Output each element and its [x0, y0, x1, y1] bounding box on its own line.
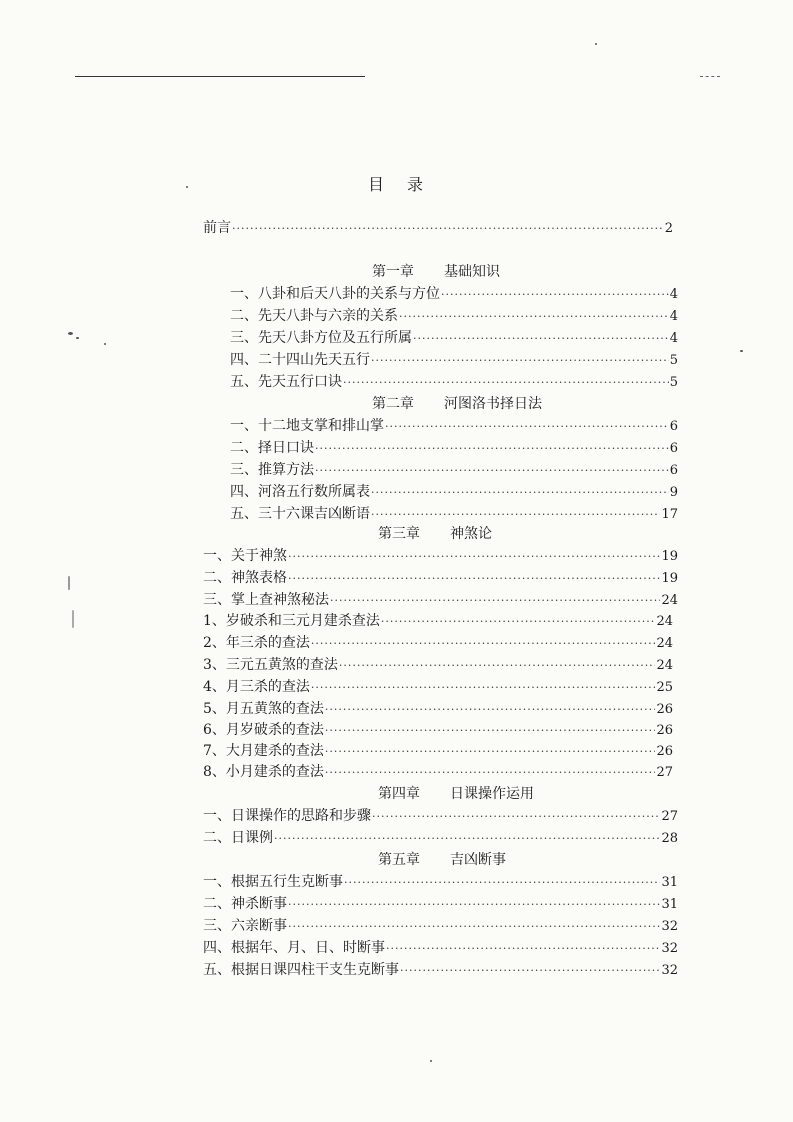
toc-entry[interactable]	[203, 611, 673, 631]
toc-entry-page: 26	[656, 744, 673, 759]
toc-entry-label: 四、河洛五行数所属表	[230, 484, 370, 500]
chapter-heading-5	[378, 850, 506, 870]
leader-dots	[400, 961, 660, 981]
leader-dots	[274, 829, 660, 849]
toc-entry[interactable]	[203, 546, 678, 566]
toc-entry-label: 5、月五黄煞的查法	[203, 701, 324, 717]
toc-entry-label: 一、关于神煞	[203, 548, 287, 564]
toc-entry-label: 一、十二地支掌和排山掌	[230, 418, 384, 434]
toc-entry-page: 9	[669, 485, 678, 500]
toc-entry[interactable]	[203, 568, 678, 588]
toc-entry-page: 19	[661, 571, 678, 586]
toc-entry[interactable]	[203, 741, 673, 761]
toc-entry[interactable]	[203, 916, 678, 936]
chapter-name: 日课操作运用	[450, 786, 534, 802]
leader-dots	[325, 763, 656, 783]
leader-dots	[343, 373, 669, 393]
chapter-number: 第三章	[378, 526, 420, 542]
chapter-heading-4	[378, 784, 534, 804]
leader-dots	[385, 417, 669, 437]
toc-entry-label: 6、月岁破杀的查法	[203, 722, 324, 738]
toc-entry-label: 三、推算方法	[230, 462, 314, 478]
scan-speck	[72, 610, 74, 628]
toc-entry-page: 26	[656, 723, 673, 738]
toc-entry[interactable]	[203, 677, 673, 697]
toc-entry-page: 27	[656, 765, 673, 780]
leader-dots	[325, 742, 656, 762]
chapter-name: 河图洛书择日法	[444, 396, 542, 412]
toc-entry-label: 五、根据日课四柱干支生克断事	[203, 962, 399, 978]
toc-entry[interactable]	[230, 306, 678, 326]
toc-entry-label: 2、年三杀的查法	[203, 635, 310, 651]
leader-dots	[288, 547, 660, 567]
leader-dots	[330, 591, 660, 611]
toc-entry[interactable]	[230, 350, 678, 370]
toc-entry-page: 31	[661, 897, 678, 912]
leader-dots	[441, 285, 669, 305]
toc-entry-page: 6	[669, 419, 678, 434]
toc-entry-page: 26	[656, 702, 673, 717]
toc-entry-page: 2	[664, 221, 673, 236]
toc-entry-page: 24	[656, 614, 673, 629]
leader-dots	[325, 721, 656, 741]
leader-dots	[311, 678, 656, 698]
toc-entry[interactable]	[203, 655, 673, 675]
toc-entry-page: 24	[661, 593, 678, 608]
toc-entry-page: 5	[669, 353, 678, 368]
chapter-name: 基础知识	[444, 264, 500, 280]
toc-entry-page: 24	[656, 636, 673, 651]
leader-dots	[311, 634, 656, 654]
leader-dots	[399, 307, 669, 327]
toc-entry[interactable]	[203, 590, 678, 610]
toc-entry-label: 一、根据五行生克断事	[203, 874, 343, 890]
toc-entry[interactable]	[203, 828, 678, 848]
page-title: 目 录	[367, 175, 426, 194]
toc-entry-label: 二、先天八卦与六亲的关系	[230, 308, 398, 324]
toc-entry-page: 32	[661, 963, 678, 978]
toc-entry-label: 一、日课操作的思路和步骤	[203, 808, 371, 824]
toc-entry-label: 三、六亲断事	[203, 918, 287, 934]
toc-entry-page: 6	[669, 441, 678, 456]
toc-entry-label: 8、小月建杀的查法	[203, 764, 324, 780]
toc-entry-label: 4、月三杀的查法	[203, 679, 310, 695]
leader-dots	[339, 656, 656, 676]
leader-dots	[288, 895, 660, 915]
toc-entry-page: 31	[661, 875, 678, 890]
toc-entry-page: 4	[669, 331, 678, 346]
toc-entry-page: 5	[669, 375, 678, 390]
toc-entry-page: 27	[661, 809, 678, 824]
toc-entry-page: 4	[669, 287, 678, 302]
leader-dots	[372, 807, 660, 827]
chapter-number: 第一章	[372, 264, 414, 280]
leader-dots	[381, 612, 656, 632]
toc-entry[interactable]	[230, 460, 678, 480]
toc-entry-page: 17	[661, 507, 678, 522]
chapter-name: 神煞论	[450, 526, 492, 542]
toc-entry[interactable]	[203, 938, 678, 958]
leader-dots	[344, 873, 660, 893]
leader-dots	[315, 461, 669, 481]
toc-entry-label: 二、日课例	[203, 830, 273, 846]
chapter-heading-1	[372, 262, 500, 282]
toc-entry[interactable]	[203, 894, 678, 914]
leader-dots	[386, 939, 660, 959]
toc-entry-label: 三、掌上查神煞秘法	[203, 592, 329, 608]
toc-entry-label: 1、岁破杀和三元月建杀查法	[203, 613, 380, 629]
toc-entry[interactable]	[203, 960, 678, 980]
scan-speck	[104, 343, 106, 345]
chapter-number: 第二章	[372, 396, 414, 412]
toc-entry[interactable]	[230, 482, 678, 502]
toc-entry-label: 二、神煞表格	[203, 570, 287, 586]
leader-dots	[371, 351, 669, 371]
toc-entry-label: 四、二十四山先天五行	[230, 352, 370, 368]
header-rule	[75, 76, 365, 77]
toc-entry[interactable]	[203, 633, 673, 653]
toc-entry-label: 五、先天五行口诀	[230, 374, 342, 390]
scan-speck	[186, 186, 188, 188]
toc-entry-label: 7、大月建杀的查法	[203, 743, 324, 759]
scan-speck	[68, 332, 73, 335]
toc-entry-label: 一、八卦和后天八卦的关系与方位	[230, 286, 440, 302]
toc-entry-label: 五、三十六课吉凶断语	[230, 506, 370, 522]
toc-entry[interactable]	[230, 284, 678, 304]
chapter-number: 第五章	[378, 852, 420, 868]
chapter-heading-3	[378, 524, 492, 544]
toc-entry-page: 24	[656, 658, 673, 673]
leader-dots	[232, 219, 664, 239]
leader-dots	[371, 505, 660, 525]
toc-entry-label: 前言	[203, 220, 231, 236]
leader-dots	[288, 917, 660, 937]
toc-entry-page: 28	[661, 831, 678, 846]
toc-entry-page: 25	[656, 680, 673, 695]
leader-dots	[325, 700, 656, 720]
toc-entry-page: 32	[661, 941, 678, 956]
toc-entry[interactable]	[203, 762, 673, 782]
toc-entry[interactable]	[230, 372, 678, 392]
header-rule-dash	[700, 76, 720, 77]
scan-speck	[595, 43, 597, 45]
toc-entry-page: 4	[669, 309, 678, 324]
chapter-heading-2	[372, 394, 542, 414]
scan-speck	[76, 337, 79, 339]
chapter-number: 第四章	[378, 786, 420, 802]
toc-entry-preface[interactable]	[203, 218, 673, 238]
toc-entry[interactable]	[203, 699, 673, 719]
toc-entry[interactable]	[203, 806, 678, 826]
scan-speck	[430, 1060, 432, 1062]
toc-entry-label: 三、先天八卦方位及五行所属	[230, 330, 412, 346]
leader-dots	[315, 439, 669, 459]
scan-speck	[68, 576, 70, 590]
toc-entry[interactable]	[203, 872, 678, 892]
toc-entry[interactable]	[230, 328, 678, 348]
toc-entry-label: 四、根据年、月、日、时断事	[203, 940, 385, 956]
toc-entry[interactable]	[203, 720, 673, 740]
toc-entry-label: 二、择日口诀	[230, 440, 314, 456]
toc-entry[interactable]	[230, 416, 678, 436]
leader-dots	[288, 569, 660, 589]
toc-entry-page: 6	[669, 463, 678, 478]
chapter-name: 吉凶断事	[450, 852, 506, 868]
toc-entry-page: 19	[661, 549, 678, 564]
scan-speck	[740, 350, 743, 352]
toc-entry-page: 32	[661, 919, 678, 934]
toc-entry[interactable]	[230, 438, 678, 458]
toc-entry-label: 二、神杀断事	[203, 896, 287, 912]
leader-dots	[413, 329, 669, 349]
toc-entry[interactable]	[230, 504, 678, 524]
toc-entry-label: 3、三元五黄煞的查法	[203, 657, 338, 673]
leader-dots	[371, 483, 669, 503]
